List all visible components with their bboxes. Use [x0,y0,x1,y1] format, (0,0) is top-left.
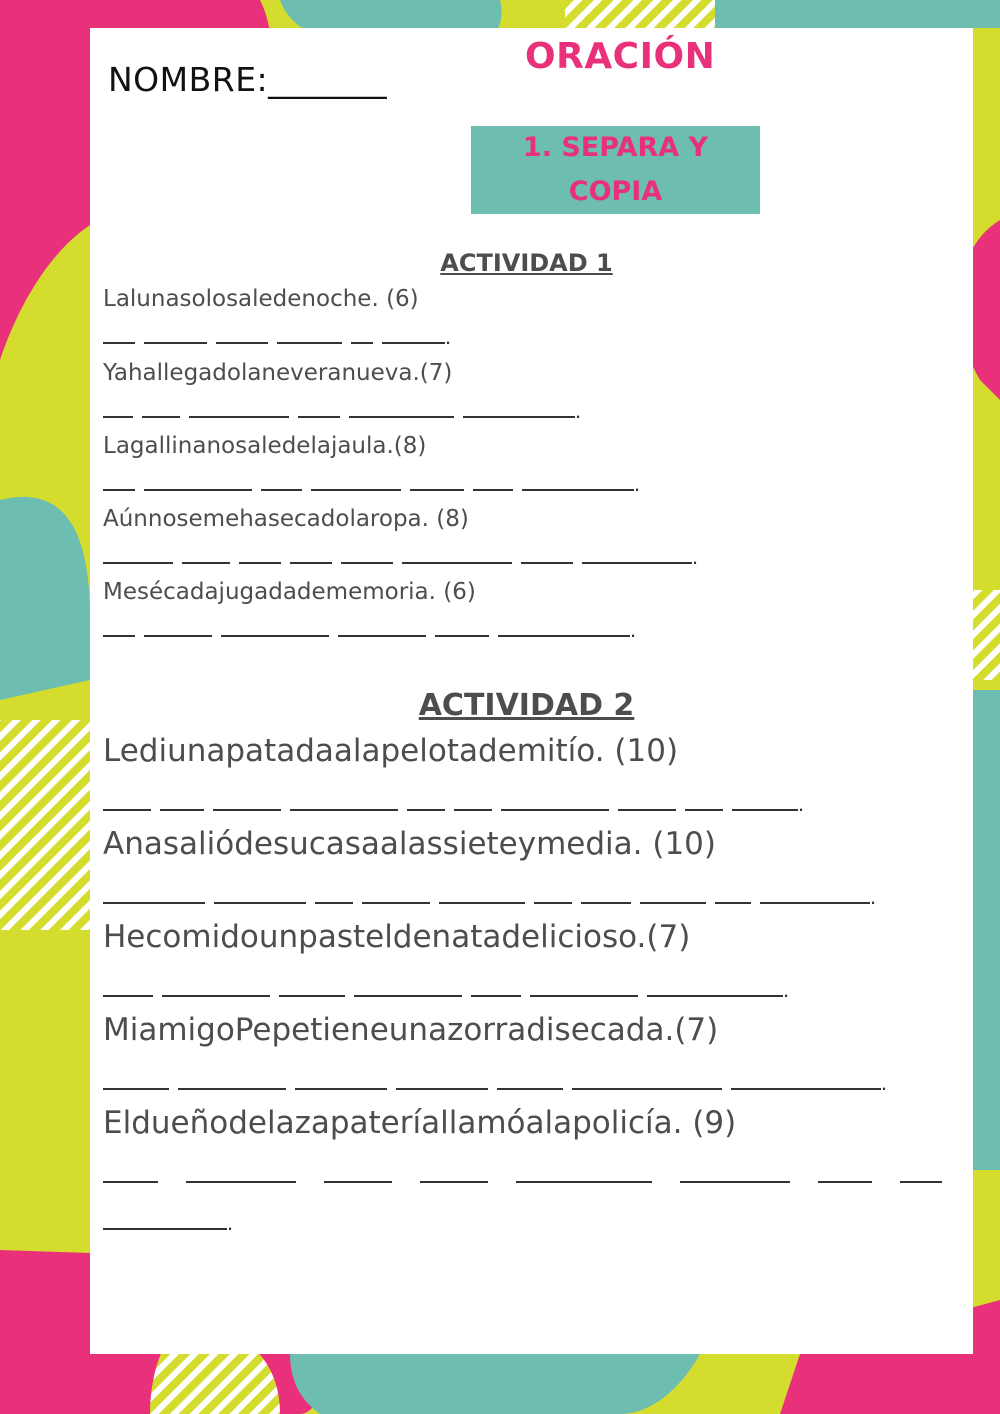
activity-2-sentence: Anasaliódesucasaalassieteymedia. (10) [103,826,716,862]
answer-blanks: . [103,884,876,910]
answer-blanks: . [103,471,640,497]
activity-1-sentence: Yahallegadolaneveranueva.(7) [103,360,453,386]
answer-blanks: . [103,1210,233,1236]
answer-blanks [103,1163,942,1189]
activity-2-heading: ACTIVIDAD 2 [418,688,635,723]
answer-blanks: . [103,1070,887,1096]
answer-blanks: . [103,617,636,643]
name-field-label: NOMBRE:_______ [108,60,388,99]
answer-blanks: . [103,324,451,350]
activity-2-sentence: Hecomidounpasteldenatadelicioso.(7) [103,919,691,955]
activity-1-heading: ACTIVIDAD 1 [440,249,613,277]
activity-1-sentence: Lagallinanosaledelajaula.(8) [103,433,427,459]
activity-2-sentence: MiamigoPepetieneunazorradisecada.(7) [103,1012,719,1048]
activity-2-sentence: Lediunapatadaalapelotademitío. (10) [103,733,679,769]
instruction-line-2: COPIA [568,176,663,207]
worksheet-page [90,28,973,1354]
activity-1-sentence: Mesécadajugadadememoria. (6) [103,579,476,605]
answer-blanks: . [103,791,804,817]
activity-1-sentence: Aúnnosemehasecadolaropa. (8) [103,506,469,532]
instruction-box [471,126,760,214]
instruction-line-1: 1. SEPARA Y [522,132,709,163]
page-title: ORACIÓN [525,36,716,77]
activity-2-sentence: Eldueñodelazapateríallamóalapolicía. (9) [103,1105,737,1141]
answer-blanks: . [103,398,581,424]
answer-blanks: . [103,544,698,570]
activity-1-sentence: Lalunasolosaledenoche. (6) [103,286,419,312]
answer-blanks: . [103,977,789,1003]
